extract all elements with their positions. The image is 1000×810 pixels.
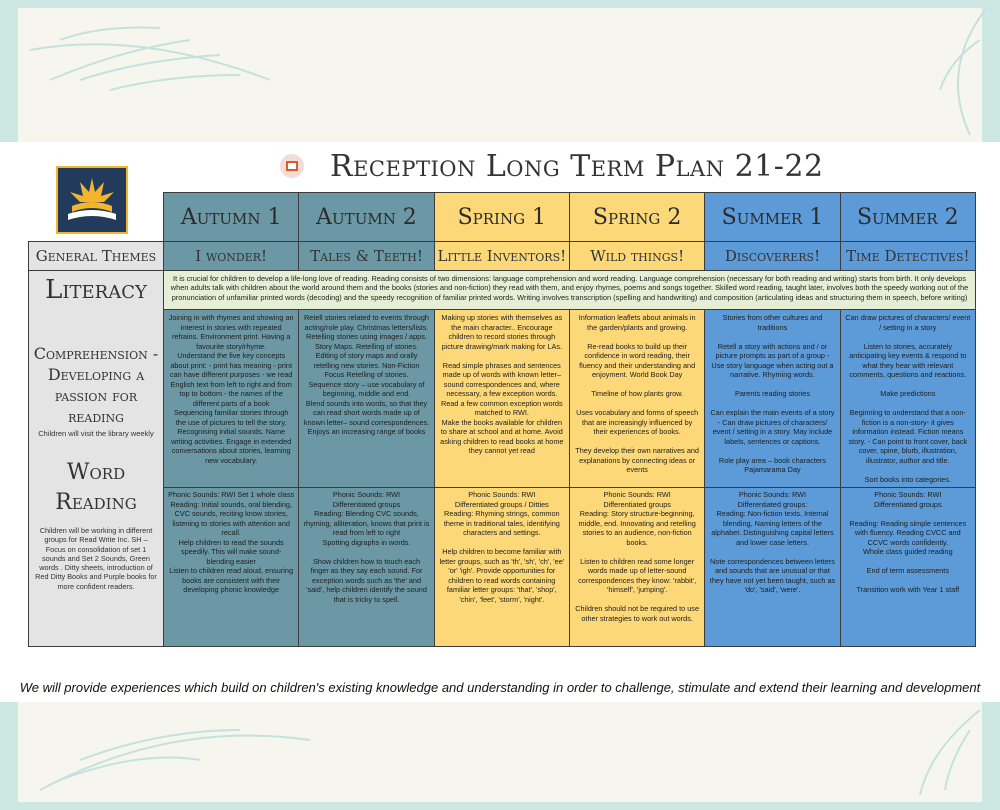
comprehension-text: Information leaflets about animals in the garden/plants and growing. Re-read books to build up their confidence in word reading, their fluency and their understanding and enjoyment. World Book Day Timeline of how plants grow. Uses vocabulary and forms of speech that are increasingly influenced by their experiences of books. They develop their own narratives and explanations by connecting ideas or events [575, 313, 699, 474]
theme-cell: Time Detectives! [840, 242, 975, 271]
term-header: Spring 1 [434, 193, 569, 242]
comprehension-label: Comprehension - Developing a passion for reading [33, 344, 159, 426]
word-reading-cell [299, 488, 434, 647]
word-reading-cell [705, 488, 840, 647]
word-reading-text: Phonic Sounds: RWI Set 1 whole class Reading: Initial sounds, oral blending, CVC sounds, reciting know stories, listening to stories with attention and recall. Help children to read the sounds speedily. This will make sound-blending easier Listen to children read aloud, ensuring books are consistent with their developing phonic knowledge [168, 490, 295, 594]
literacy-intro-cell [164, 271, 976, 310]
term-header: Spring 2 [569, 193, 704, 242]
leaf-decoration-icon [930, 0, 990, 140]
title-row [280, 148, 824, 184]
comprehension-text: Retell stories related to events through acting/role play. Christmas letters/lists. Retelling stories using images / apps. Story Maps. Retelling of stories. Editing of story maps and orally retelling new stories. Non-Fiction Focus Retelling of stories. Sequence story – use vocabulary of beginning, middle and end. Blend sounds into words, so that they can read short words made up of known letter– sound correspondences. Enjoys an increasing range of books [303, 313, 430, 436]
comprehension-text: Can draw pictures of characters/ event / setting in a story Listen to stories, accurately anticipating key events & respond to what they hear with relevant comments, questions and reactions. Make predictions Beginning to understand that a non-fiction is a non-story- it gives information instead. Fiction means story. - Can point to front cover, back cover, spine, blurb, illustration, illustrator, author and title. Sort books into categories. [845, 313, 971, 484]
literacy-row [29, 271, 976, 310]
page-title: Reception Long Term Plan 21-22 [330, 148, 824, 184]
header-corner [29, 193, 164, 242]
term-header: Summer 1 [705, 193, 840, 242]
comprehension-cell [164, 310, 299, 488]
book-icon [280, 154, 304, 178]
theme-cell: Little Inventors! [434, 242, 569, 271]
comprehension-note: Children will visit the library weekly [38, 429, 154, 438]
comprehension-cell [840, 310, 975, 488]
literacy-side-cell [29, 271, 164, 647]
comprehension-side [29, 343, 163, 438]
word-reading-text: Phonic Sounds: RWI Differentiated groups Reading: Blending CVC sounds, rhyming, alliteration, knows that print is read from left to right Spotting digraphs in words. Show children how to touch each finger as they say each sound. For exception words such as 'the' and 'said', help children identify the sound that is tricky to spell. [303, 490, 430, 604]
comprehension-row [29, 310, 976, 488]
literacy-intro: It is crucial for children to develop a life-long love of reading. Reading consists of two dimensions: language comprehension and word reading. Language comprehension (necessary for both reading and writing) starts from birth. It only develops when adults talk with children about the world around them and the books (stories and non-fiction) they read with them, and enjoy rhymes, poems and songs together. Skilled word reading, taught later, involves both the speedy working out of the pronunciation of unfamiliar printed words (decoding) and the speedy recognition of familiar printed words. Writing involves transcription (spelling and handwriting) and composition (articulating ideas and structuring them in speech, before writing) [170, 274, 969, 302]
theme-cell: Discoverers! [705, 242, 840, 271]
literacy-label: Literacy [45, 275, 147, 305]
word-reading-text: Phonic Sounds: RWI Differentiated groups: Reading: Non-fiction texts, Internal blending, Naming letters of the alphabet. Distinguishing capital letters and lower case letters. Note correspondences between letters and sounds that are unusual or that they have not yet been taught, such as 'do', 'said', 'were'. [709, 490, 836, 594]
comprehension-text: Making up stories with themselves as the main character.. Encourage children to record stories through picture drawing/mark making for LAs. Read simple phrases and sentences made up of words with known letter–sound correspondences and, where necessary, a few exception words. Read a few common exception words matched to RWI. Make the books available for children to share at school and at home. Avoid asking children to read books at home they cannot yet read [440, 313, 564, 455]
comprehension-text: Stories from other cultures and traditions Retell a story with actions and / or picture prompts as part of a group - Use story language when acting out a narrative. Rhyming words. Parents reading stories Can explain the main events of a story - Can draw pictures of characters/ event / setting in a story. May include labels, sentences or captions. Role play area – book characters Pajamarama Day [710, 313, 835, 474]
comprehension-cell [299, 310, 434, 488]
general-themes-label: General Themes [29, 242, 164, 271]
theme-cell: Tales & Teeth! [299, 242, 434, 271]
themes-row [29, 242, 976, 271]
term-header: Summer 2 [840, 193, 975, 242]
long-term-plan-table [28, 192, 976, 647]
theme-cell: Wild things! [569, 242, 704, 271]
word-reading-row [29, 488, 976, 647]
term-header: Autumn 2 [299, 193, 434, 242]
comprehension-cell [434, 310, 569, 488]
word-reading-note: Children will be working in different groups for Read Write Inc. SH – Focus on consolidation of set 1 sounds and Set 2 Sounds, Green words . Ditty sheets, introduction of Red Ditty Books and Purple books for more confident readers. [35, 526, 157, 591]
comprehension-cell [705, 310, 840, 488]
term-header: Autumn 1 [164, 193, 299, 242]
word-reading-cell [434, 488, 569, 647]
word-reading-cell [840, 488, 975, 647]
word-reading-text: Phonic Sounds: RWI Differentiated groups Reading: Reading simple sentences with fluency. Reading CVCC and CCVC words confidently. Whole class guided reading End of term assessments Transition work with Year 1 staff [849, 490, 967, 594]
word-reading-cell [569, 488, 704, 647]
footer-statement: We will provide experiences which build on children's existing knowledge and understanding in order to challenge, stimulate and extend their learning and development [19, 680, 981, 695]
theme-cell: I wonder! [164, 242, 299, 271]
word-reading-text: Phonic Sounds: RWI Differentiated groups / Ditties Reading: Rhyming strings, common theme in traditional tales, identifying characters and settings. Help children to become familiar with letter groups, such as 'th', 'sh', 'ch', 'ee' 'or' 'igh'. Provide opportunities for children to read words containing familiar letter groups: 'that', 'shop', 'chin', 'feet', 'storm', 'night'. [439, 490, 565, 604]
leaf-decoration-icon [900, 700, 990, 800]
leaf-decoration-icon [20, 700, 320, 800]
word-reading-cell [164, 488, 299, 647]
word-reading-label: Word Reading [55, 460, 137, 515]
word-reading-side [29, 458, 163, 593]
leaf-decoration-icon [20, 20, 280, 140]
comprehension-text: Joining in with rhymes and showing an interest in stories with repeated refrains. Environment print. Having a favourite story/rhyme. Understand the five key concepts about print: - print has meaning - print can have different purposes - we read English text from left to right and from top to bottom - the names of the different parts of a book Sequencing familiar stories through the use of pictures to tell the story. Recognising initial sounds. Name writing activities. Engage in extended conversations about stories, learning new vocabulary. [168, 313, 294, 465]
word-reading-text: Phonic Sounds: RWI Differentiated groups Reading: Story structure-beginning, middle, end. Innovating and retelling stories to an audience, non-fiction books. Listen to children read some longer words made up of letter-sound correspondences they know: 'rabbit', 'himself', 'jumping'. Children should not be required to use other strategies to work out words. [575, 490, 700, 623]
comprehension-cell [569, 310, 704, 488]
term-header-row [29, 193, 976, 242]
